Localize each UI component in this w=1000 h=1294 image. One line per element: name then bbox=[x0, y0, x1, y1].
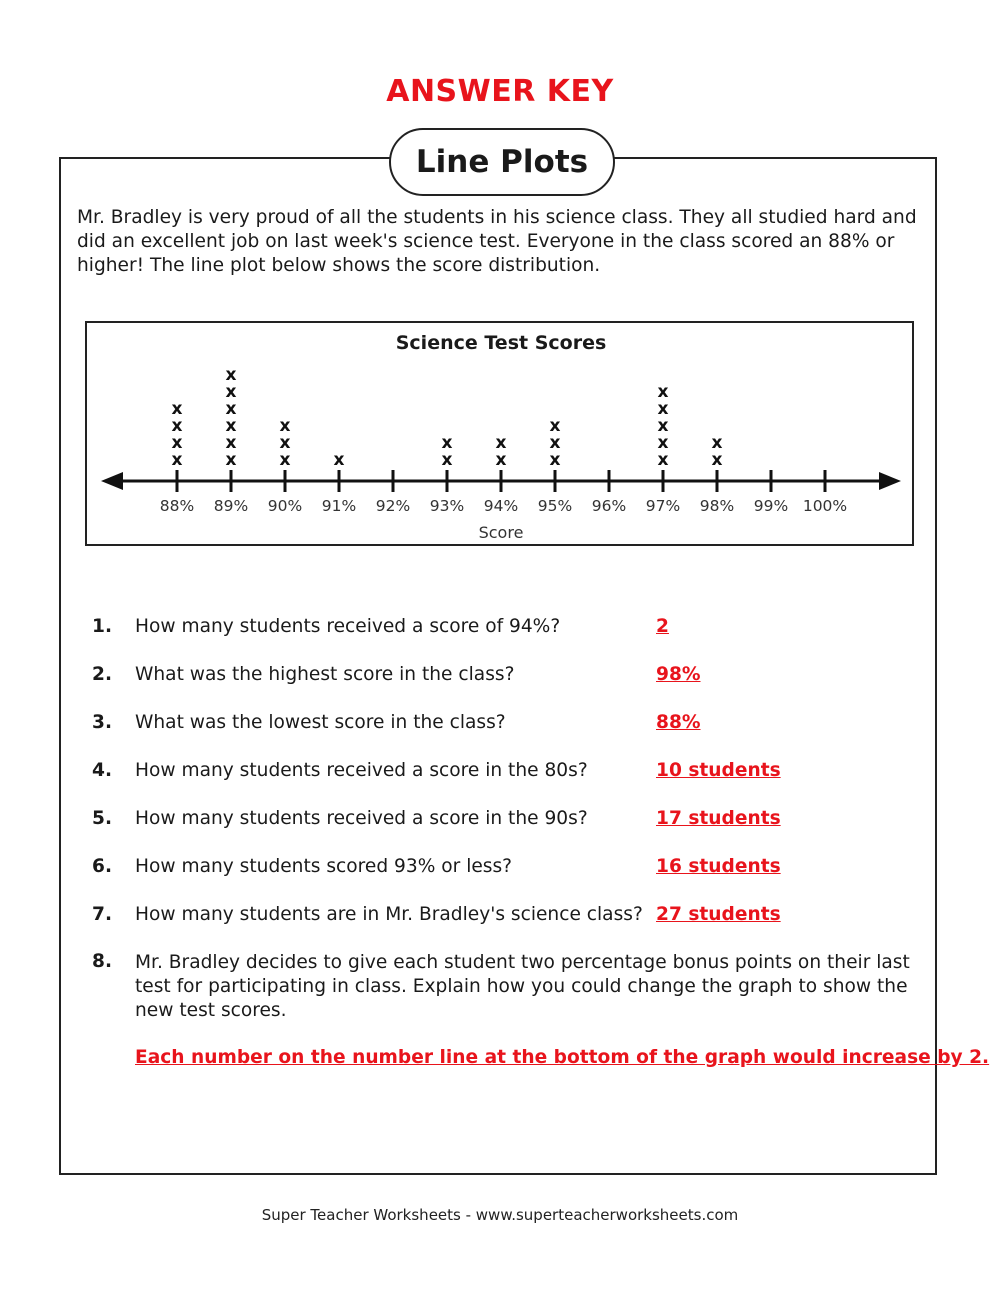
question-number: 3. bbox=[92, 712, 113, 733]
data-point-x: x bbox=[171, 450, 183, 470]
data-point-x: x bbox=[441, 450, 453, 470]
tick-label: 93% bbox=[429, 497, 465, 515]
data-point-x: x bbox=[657, 399, 669, 419]
tick-label: 92% bbox=[375, 497, 411, 515]
data-point-x: x bbox=[225, 382, 237, 402]
line-plot-svg bbox=[87, 323, 916, 548]
tick-label: 100% bbox=[802, 497, 848, 515]
tick-label: 89% bbox=[213, 497, 249, 515]
question-answer: 16 students bbox=[656, 856, 781, 877]
data-point-x: x bbox=[225, 399, 237, 419]
data-point-x: x bbox=[279, 416, 291, 436]
data-point-x: x bbox=[657, 450, 669, 470]
tick-label: 95% bbox=[537, 497, 573, 515]
question-text: How many students received a score of 94%? bbox=[135, 616, 561, 637]
data-point-x: x bbox=[711, 450, 723, 470]
tick-label: 91% bbox=[321, 497, 357, 515]
data-point-x: x bbox=[495, 450, 507, 470]
tick-label: 96% bbox=[591, 497, 627, 515]
data-point-x: x bbox=[657, 382, 669, 402]
question-text: How many students scored 93% or less? bbox=[135, 856, 513, 877]
data-point-x: x bbox=[171, 416, 183, 436]
data-point-x: x bbox=[225, 450, 237, 470]
right-arrow-icon bbox=[879, 472, 901, 490]
data-point-x: x bbox=[549, 433, 561, 453]
worksheet-title: Line Plots bbox=[389, 128, 615, 196]
data-point-x: x bbox=[279, 433, 291, 453]
tick-label: 98% bbox=[699, 497, 735, 515]
tick-label: 94% bbox=[483, 497, 519, 515]
data-point-x: x bbox=[171, 399, 183, 419]
question-number: 4. bbox=[92, 760, 113, 781]
question-answer: Each number on the number line at the bottom of the graph would increase by 2. bbox=[135, 1047, 990, 1068]
tick-label: 90% bbox=[267, 497, 303, 515]
answer-key-heading: ANSWER KEY bbox=[386, 74, 614, 109]
tick-label: 99% bbox=[753, 497, 789, 515]
question-number: 6. bbox=[92, 856, 113, 877]
data-point-x: x bbox=[711, 433, 723, 453]
question-answer: 10 students bbox=[656, 760, 781, 781]
data-point-x: x bbox=[225, 365, 237, 385]
line-plot-chart bbox=[85, 321, 914, 546]
data-point-x: x bbox=[171, 433, 183, 453]
question-text: How many students received a score in the 80s? bbox=[135, 760, 588, 781]
x-axis-label: Score bbox=[478, 523, 524, 542]
chart-title: Science Test Scores bbox=[395, 332, 607, 354]
data-point-x: x bbox=[333, 450, 345, 470]
question-answer: 88% bbox=[656, 712, 701, 733]
data-point-x: x bbox=[225, 433, 237, 453]
question-number: 8. bbox=[92, 951, 113, 972]
question-number: 2. bbox=[92, 664, 113, 685]
question-answer: 17 students bbox=[656, 808, 781, 829]
question-answer: 27 students bbox=[656, 904, 781, 925]
question-number: 7. bbox=[92, 904, 113, 925]
left-arrow-icon bbox=[101, 472, 123, 490]
question-text: What was the highest score in the class? bbox=[135, 664, 515, 685]
data-point-x: x bbox=[549, 450, 561, 470]
question-text: What was the lowest score in the class? bbox=[135, 712, 506, 733]
data-point-x: x bbox=[279, 450, 291, 470]
footer-credit: Super Teacher Worksheets - www.superteacherworksheets.com bbox=[261, 1206, 739, 1224]
data-point-x: x bbox=[441, 433, 453, 453]
question-text: How many students received a score in the 90s? bbox=[135, 808, 588, 829]
tick-label: 97% bbox=[645, 497, 681, 515]
data-point-x: x bbox=[495, 433, 507, 453]
question-answer: 98% bbox=[656, 664, 701, 685]
question-text: Mr. Bradley decides to give each student two percentage bonus points on their last test for participating in class. Explain how you could change the graph to show the new test scores. bbox=[135, 952, 910, 1021]
data-point-x: x bbox=[549, 416, 561, 436]
tick-label: 88% bbox=[159, 497, 195, 515]
question-number: 5. bbox=[92, 808, 113, 829]
intro-paragraph: Mr. Bradley is very proud of all the students in his science class. They all studied hard and did an excellent job on last week's science test. Everyone in the class scored an 88% or higher! The line plot below shows the score distribution. bbox=[77, 207, 917, 276]
data-point-x: x bbox=[657, 416, 669, 436]
data-point-x: x bbox=[657, 433, 669, 453]
question-number: 1. bbox=[92, 616, 113, 637]
question-text: How many students are in Mr. Bradley's science class? bbox=[135, 904, 643, 925]
data-point-x: x bbox=[225, 416, 237, 436]
question-answer: 2 bbox=[656, 616, 669, 637]
